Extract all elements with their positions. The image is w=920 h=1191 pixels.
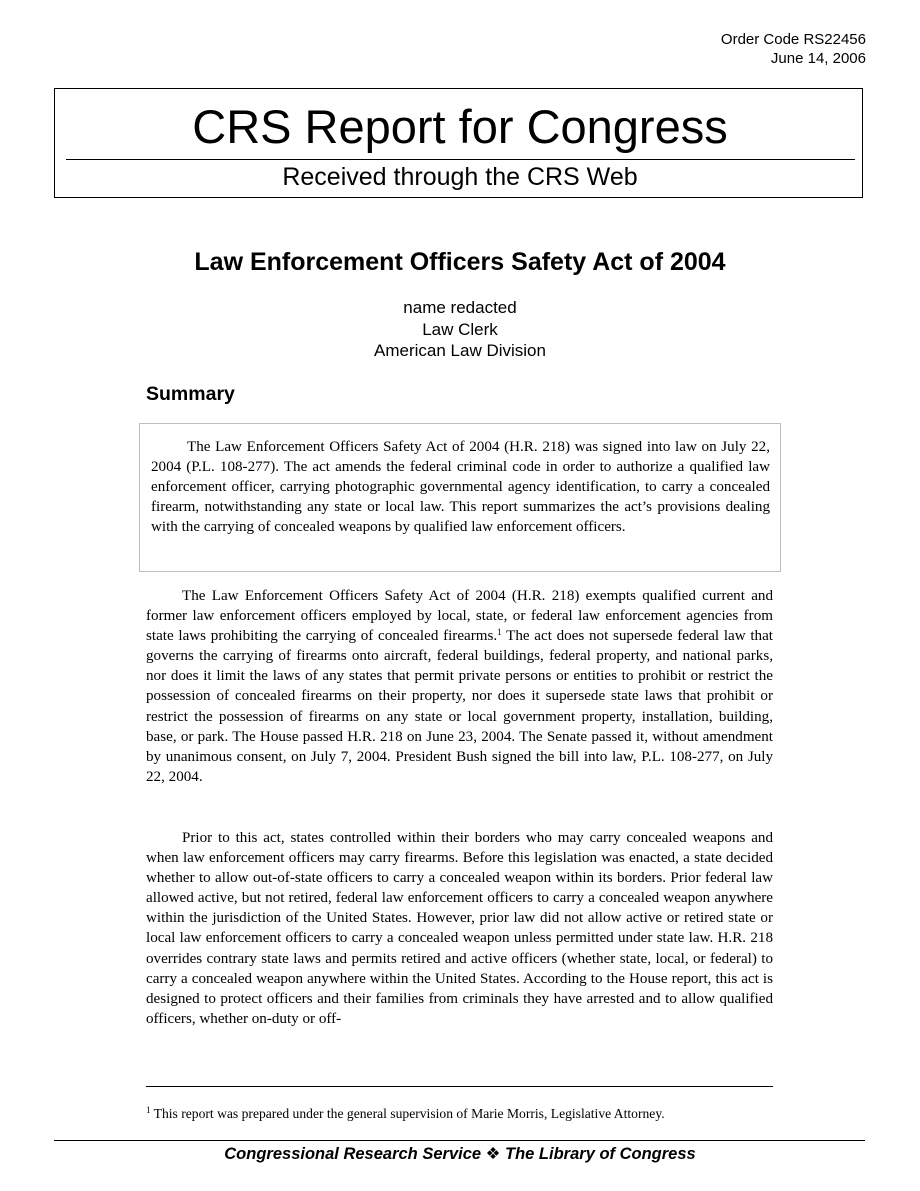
footnote-divider bbox=[146, 1086, 773, 1087]
footnote-ref-1[interactable]: 1 bbox=[497, 627, 502, 638]
order-code: Order Code RS22456 bbox=[720, 31, 866, 48]
footnote-text: This report was prepared under the general supervision of Marie Morris, Legislative Attorney. bbox=[150, 1106, 665, 1121]
summary-paragraph: The Law Enforcement Officers Safety Act of 2004 (H.R. 218) was signed into law on July 22, 2004 (P.L. 108-277). The act amends the federal criminal code in order to authorize a qualified law enforcement officer, carrying photographic governmental agency identification, to carry a concealed firearm, notwithstanding any state or local law. This report summarizes the act’s provisions dealing with the carrying of concealed weapons by qualified law enforcement officers. bbox=[151, 439, 770, 536]
report-date: June 14, 2006 bbox=[770, 50, 866, 67]
paragraph-1-text bbox=[146, 586, 773, 787]
footnote-number: 1 bbox=[146, 1105, 151, 1115]
summary-text-block bbox=[151, 437, 770, 537]
document-title: Law Enforcement Officers Safety Act of 2004 bbox=[194, 248, 726, 276]
author-block bbox=[0, 297, 920, 362]
body-paragraph-2 bbox=[146, 828, 773, 1029]
paragraph-1-part-a: The Law Enforcement Officers Safety Act of 2004 (H.R. 218) exempts qualified current and former law enforcement officers employed by local, state, or federal law enforcement agencies from state laws prohibiting the carrying of concealed firearms. bbox=[146, 588, 773, 645]
paragraph-1-part-b: The act does not supersede federal law that governs the carrying of firearms onto aircraft, federal buildings, federal property, and national parks, nor does it limit the laws of any states that permit private persons or entities to prohibit or restrict the possession of concealed firearms on their property, nor does it supersede state laws that prohibit or restrict the possession of firearms on any state or local government property, installation, building, base, or park. The House passed H.R. 218 on June 23, 2004. The Senate passed it, without amendment by unanimous consent, on July 7, 2004. President Bush signed the bill into law, P.L. 108-277, on July 22, 2004. bbox=[146, 628, 773, 785]
body-paragraph-1 bbox=[146, 586, 773, 787]
banner-divider bbox=[66, 159, 855, 160]
banner-title: CRS Report for Congress bbox=[192, 100, 728, 153]
page-footer: Congressional Research Service ❖ The Library of Congress bbox=[224, 1145, 696, 1163]
summary-heading: Summary bbox=[146, 383, 235, 405]
paragraph-2-text: Prior to this act, states controlled within their borders who may carry concealed weapons and when law enforcement officers may carry firearms. Before this legislation was enacted, a state decided whether to allow out-of-state officers to carry a concealed weapon within its borders. Prior federal law allowed active, but not retired, federal law enforcement officers to carry a concealed weapon anywhere within the jurisdiction of the United States. However, prior law did not allow active or retired state or local law enforcement officers to carry a concealed weapon unless permitted under state law. H.R. 218 overrides contrary state laws and permits retired and active officers (whether state, local, or federal) to carry a concealed weapon anywhere within the United States. According to the House report, this act is designed to protect officers and their families from criminals they have arrested and to allow qualified officers, whether on-duty or off- bbox=[146, 830, 773, 1027]
footnote bbox=[146, 1105, 786, 1123]
banner-subtitle: Received through the CRS Web bbox=[282, 163, 638, 191]
footer-divider bbox=[54, 1140, 865, 1141]
author-division: American Law Division bbox=[374, 341, 546, 360]
author-name: name redacted bbox=[403, 298, 517, 317]
author-role: Law Clerk bbox=[422, 319, 498, 339]
order-info bbox=[721, 30, 866, 68]
